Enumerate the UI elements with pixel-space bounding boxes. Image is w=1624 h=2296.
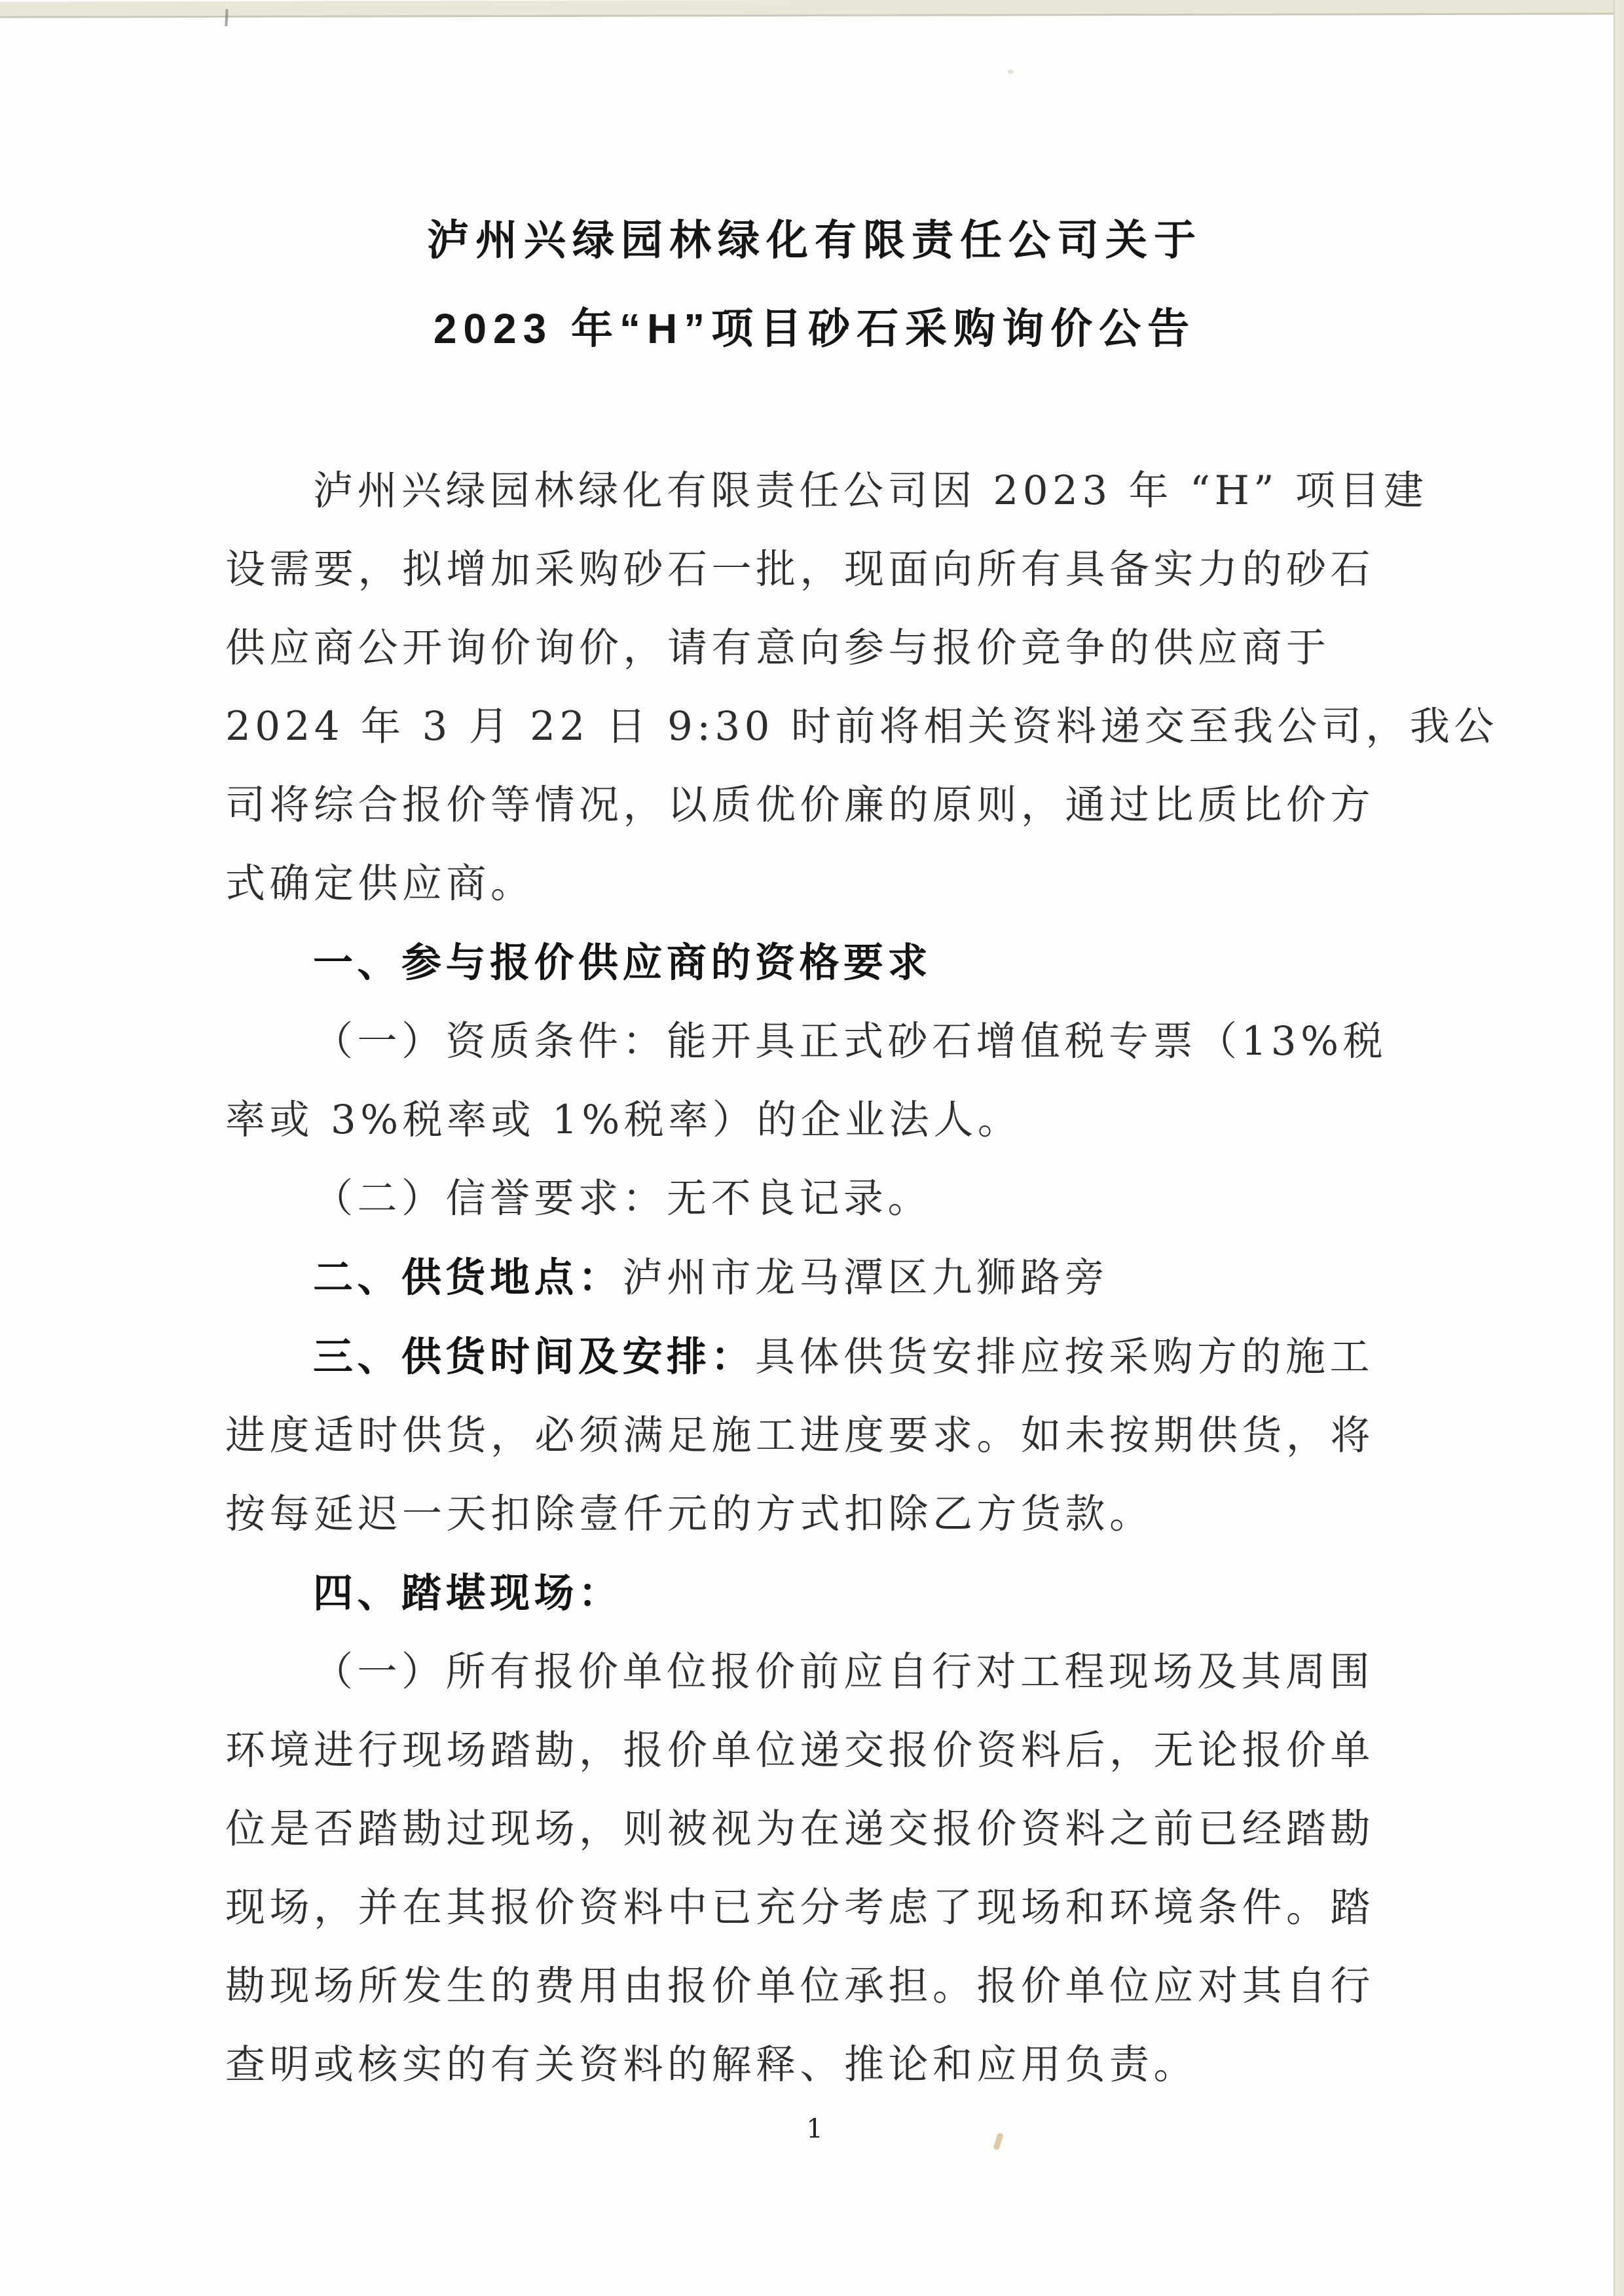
heading-line <box>225 1554 1404 1633</box>
text-run: 具体供货安排应按采购方的施工 <box>755 1334 1375 1380</box>
text-line <box>225 1396 1404 1475</box>
title-line: 泸州兴绿园林绿化有限责任公司关于 <box>427 217 1202 264</box>
heading-line <box>225 1238 1404 1317</box>
text-line <box>225 530 1404 609</box>
text-run: 位是否踏勘过现场，则被视为在递交报价资料之前已经踏勘 <box>225 1806 1375 1852</box>
text-run: 现场，并在其报价资料中已充分考虑了现场和环境条件。踏 <box>225 1884 1375 1931</box>
text-run: 供应商公开询价询价，请有意向参与报价竞争的供应商于 <box>225 625 1331 671</box>
document-title <box>225 196 1404 373</box>
text-run: 按每延迟一天扣除壹仟元的方式扣除乙方货款。 <box>225 1491 1154 1537</box>
text-run: 式确定供应商。 <box>225 860 535 907</box>
bold-run: 四、踏堪现场： <box>313 1571 623 1615</box>
title-line: 2023 年“H”项目砂石采购询价公告 <box>433 305 1196 352</box>
bold-run: 三、供货时间及安排： <box>313 1334 756 1379</box>
text-run: 司将综合报价等情况，以质优价廉的原则，通过比质比价方 <box>225 782 1375 828</box>
text-run: （一）所有报价单位报价前应自行对工程现场及其周围 <box>313 1649 1375 1695</box>
text-line <box>225 2026 1404 2104</box>
text-line <box>225 687 1498 766</box>
text-line <box>225 1633 1404 1711</box>
text-line <box>225 609 1404 687</box>
text-run: 查明或核实的有关资料的解释、推论和应用负责。 <box>225 2041 1198 2088</box>
text-line <box>225 1159 1404 1238</box>
text-line <box>225 1081 1404 1159</box>
text-line <box>225 1711 1404 1790</box>
text-run: 勘现场所发生的费用由报价单位承担。报价单位应对其自行 <box>225 1963 1375 2009</box>
text-run: 进度适时供货，必须满足施工进度要求。如未按期供货，将 <box>225 1412 1375 1459</box>
text-line <box>225 452 1428 530</box>
text-run: 率或 3%税率或 1%税率）的企业法人。 <box>225 1097 1022 1143</box>
text-run: （一）资质条件：能开具正式砂石增值税专票（13%税 <box>313 1018 1388 1065</box>
bold-run: 二、供货地点： <box>313 1255 623 1300</box>
text-run: 环境进行现场踏勘，报价单位递交报价资料后，无论报价单 <box>225 1727 1375 1774</box>
text-run: 泸州市龙马潭区九狮路旁 <box>622 1254 1109 1301</box>
text-run: （二）信誉要求：无不良记录。 <box>313 1175 932 1222</box>
text-line <box>225 766 1404 845</box>
heading-line <box>225 1317 1404 1396</box>
text-line <box>225 1475 1404 1554</box>
text-line <box>225 1947 1404 2026</box>
document-body <box>225 452 1498 2104</box>
text-line <box>225 1790 1404 1868</box>
text-run: 2024 年 3 月 22 日 9:30 时前将相关资料递交至我公司，我公 <box>225 703 1498 750</box>
text-line <box>225 845 1404 923</box>
text-line <box>225 1868 1404 1947</box>
heading-line <box>225 923 1404 1002</box>
text-run: 泸州兴绿园林绿化有限责任公司因 2023 年 “H” 项目建 <box>313 467 1428 514</box>
bold-run: 一、参与报价供应商的资格要求 <box>313 940 932 985</box>
text-line <box>225 1002 1404 1081</box>
page-number: 1 <box>806 2114 823 2144</box>
text-run: 设需要，拟增加采购砂石一批，现面向所有具备实力的砂石 <box>225 546 1375 592</box>
